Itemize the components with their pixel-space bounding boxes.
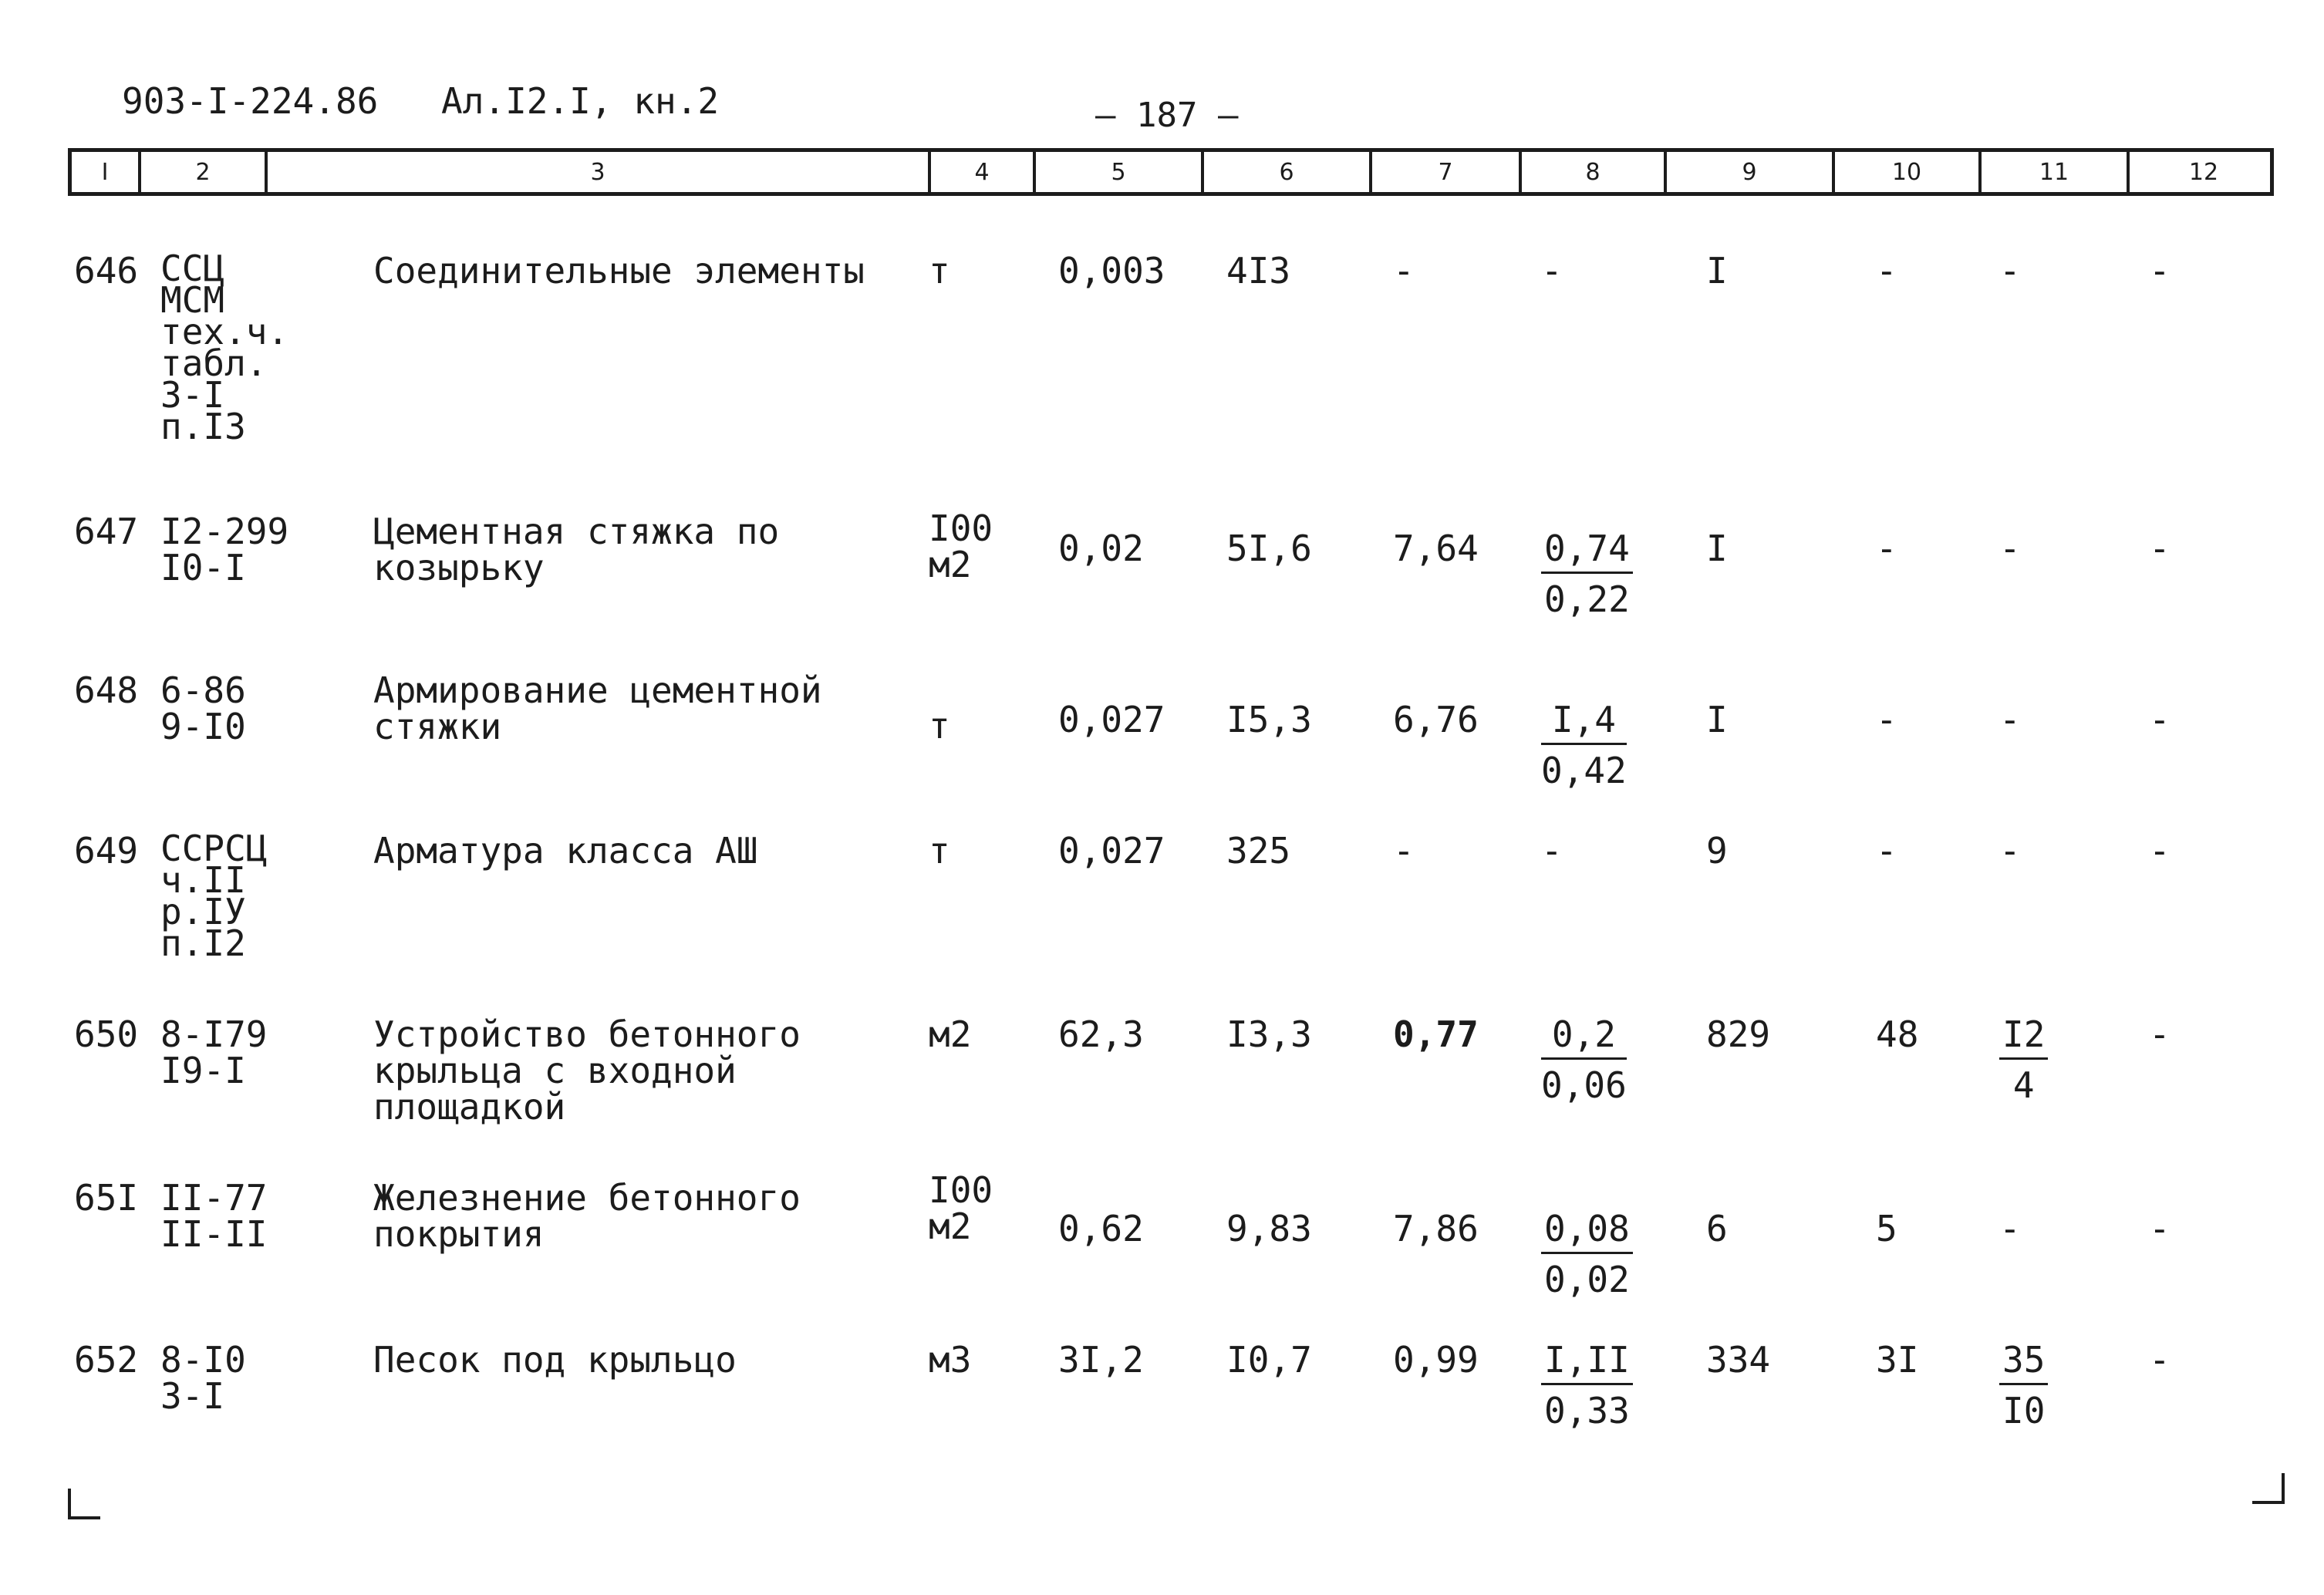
work-name: Цементная стяжка по козырьку [373,511,780,588]
column-12-value: - [2149,1208,2171,1249]
quantity: 0,003 [1058,250,1165,292]
norm-code: I2-299 I0-I [160,511,289,588]
total-wage: - [1876,699,1897,740]
unit-price: I0,7 [1226,1339,1312,1381]
fraction-numerator: 0,08 [1541,1211,1633,1254]
total-machinery [1999,1339,2048,1431]
total-cost: I [1706,250,1728,292]
unit-price: I3,3 [1226,1013,1312,1055]
fraction-denominator: 0,06 [1541,1064,1627,1106]
column-header-12: 12 [2127,152,2278,192]
quantity: 0,027 [1058,830,1165,872]
row-number: 648 [74,669,139,711]
row-number: 652 [74,1339,139,1381]
total-machinery: - [1999,250,2021,292]
fraction-denominator: I0 [2002,1390,2046,1431]
total-machinery [1999,1013,2048,1106]
unit: т [929,830,950,872]
album-reference: Ал.I2.I, кн.2 [441,80,720,122]
unit-wage: 7,64 [1393,528,1479,569]
unit-wage: 0,99 [1393,1339,1479,1381]
column-12-value: - [2149,699,2171,740]
column-header-6: 6 [1201,152,1369,192]
total-wage: 48 [1876,1013,1919,1055]
fraction-denominator: 0,02 [1544,1259,1630,1300]
total-cost: 6 [1706,1208,1728,1249]
quantity: 62,3 [1058,1013,1144,1055]
unit-price: 5I,6 [1226,528,1312,569]
unit-machinery: - [1541,830,1563,872]
fraction-numerator: I2 [1999,1017,2048,1060]
column-12-value: - [2149,830,2171,872]
column-header-1: I [101,158,109,186]
quantity: 0,02 [1058,528,1144,569]
column-header-11: 11 [1978,152,2127,192]
unit-wage: - [1393,250,1415,292]
total-cost: I [1706,528,1728,569]
unit-machinery [1541,1013,1627,1106]
fraction-denominator: 0,22 [1544,578,1630,620]
total-wage: - [1876,528,1897,569]
work-name: Песок под крыльцо [373,1339,737,1381]
work-name: Арматура класса АШ [373,830,758,872]
unit-machinery [1541,528,1633,620]
total-cost: 9 [1706,830,1728,872]
fraction-denominator: 0,42 [1541,750,1627,791]
fraction-numerator: 35 [1999,1342,2048,1385]
work-name: Соединительные элементы [373,250,865,292]
total-cost: I [1706,699,1728,740]
unit-price: I5,3 [1226,699,1312,740]
fraction-numerator: I,II [1541,1342,1633,1385]
fraction-denominator: 0,33 [1544,1390,1630,1431]
unit: м3 [929,1339,972,1381]
column-header-3: 3 [265,152,928,192]
column-12-value: - [2149,1339,2171,1381]
page-number: — 187 — [1095,96,1239,135]
unit: I00 м2 [929,508,993,585]
column-header-row [68,148,2274,196]
unit: т [929,705,950,747]
norm-code: 8-I0 3-I [160,1339,246,1417]
quantity: 3I,2 [1058,1339,1144,1381]
total-machinery: - [1999,528,2021,569]
quantity: 0,62 [1058,1208,1144,1249]
total-wage: - [1876,250,1897,292]
unit-machinery: - [1541,250,1563,292]
row-number: 65I [74,1177,139,1219]
column-12-value: - [2149,250,2171,292]
fraction-numerator: I,4 [1541,702,1627,745]
total-wage: 5 [1876,1208,1897,1249]
fraction-denominator: 4 [2012,1064,2035,1106]
total-wage: - [1876,830,1897,872]
column-12-value: - [2149,528,2171,569]
column-header-7: 7 [1369,152,1519,192]
unit: т [929,250,950,292]
row-number: 649 [74,830,139,872]
unit-wage: - [1393,830,1415,872]
norm-code: 8-I79 I9-I [160,1013,268,1091]
unit-price: 325 [1226,830,1291,872]
unit: м2 [929,1013,972,1055]
total-machinery: - [1999,1208,2021,1249]
unit-machinery [1541,699,1627,791]
column-header-10: 10 [1832,152,1978,192]
unit-price: 4I3 [1226,250,1291,292]
column-header-9: 9 [1664,152,1832,192]
norm-code: II-77 II-II [160,1177,268,1255]
work-name: Железнение бетонного покрытия [373,1177,801,1255]
column-header-8: 8 [1519,152,1664,192]
row-number: 647 [74,511,139,552]
unit: I00 м2 [929,1169,993,1247]
total-machinery: - [1999,830,2021,872]
column-header-5: 5 [1033,152,1201,192]
corner-mark-right [2252,1473,2285,1504]
unit-price: 9,83 [1226,1208,1312,1249]
unit-wage: 6,76 [1393,699,1479,740]
row-number: 650 [74,1013,139,1055]
unit-wage: 7,86 [1393,1208,1479,1249]
total-wage: 3I [1876,1339,1919,1381]
row-number: 646 [74,250,139,292]
corner-mark-left [68,1489,100,1519]
document-code: 903-I-224.86 [122,80,379,122]
unit-machinery [1541,1339,1633,1431]
quantity: 0,027 [1058,699,1165,740]
total-machinery: - [1999,699,2021,740]
work-name: Армирование цементной стяжки [373,669,822,747]
norm-code: ССЦ МСМ тех.ч. табл. 3-I п.I3 [160,248,289,447]
unit-machinery [1541,1208,1633,1300]
column-12-value: - [2149,1013,2171,1055]
fraction-numerator: 0,2 [1541,1017,1627,1060]
total-cost: 829 [1706,1013,1771,1055]
total-cost: 334 [1706,1339,1771,1381]
column-header-4: 4 [928,152,1033,192]
fraction-numerator: 0,74 [1541,531,1633,574]
norm-code: ССРСЦ ч.II р.IУ п.I2 [160,828,268,964]
column-header-2: 2 [138,152,265,192]
work-name: Устройство бетонного крыльца с входной площадкой [373,1013,801,1128]
norm-code: 6-86 9-I0 [160,669,246,747]
unit-wage: 0,77 [1393,1013,1479,1055]
